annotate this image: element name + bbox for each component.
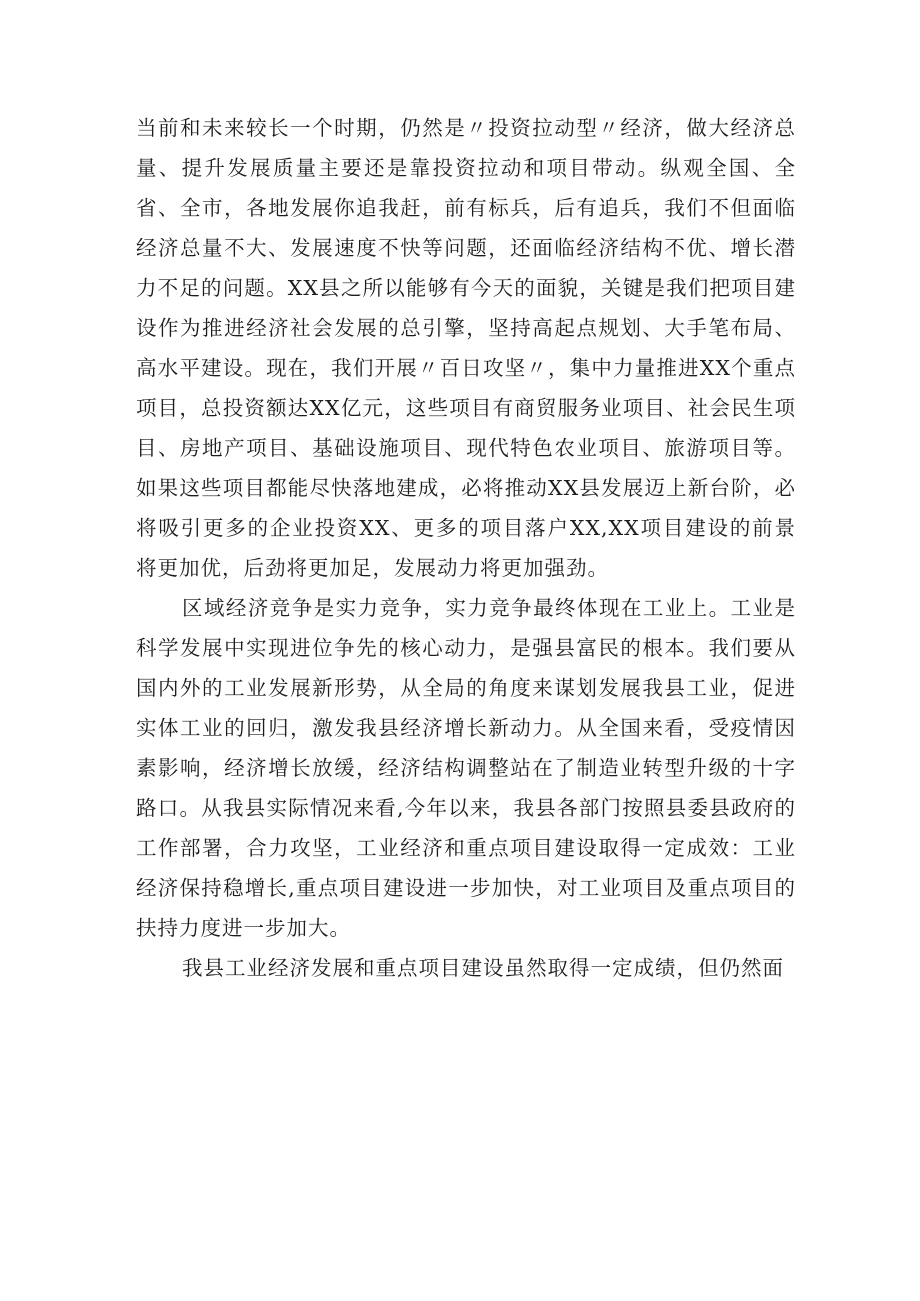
paragraph-achievements: 我县工业经济发展和重点项目建设虽然取得一定成绩，但仍然面 xyxy=(182,956,784,980)
paragraph-investment: 当前和未来较长一个时期，仍然是〃投资拉动型〃经济，做大经济总量、提升发展质量主要还是靠投资拉动和项目带动。纵观全国、全省、全市，各地发展你追我赶，前有标兵，后有追兵，我们不但面临经济总量不大、发展速度不快等问题，还面临经济结构不优、增长潜力不足的问题。XX县之所以能够有今天的面貌，关键是我们把项目建设作为推进经济社会发展的总引擎，坚持高起点规划、大手笔布局、高水平建设。现在，我们开展〃百日攻坚〃，集中力量推进XX个重点项目，总投资额达XX亿元，这些项目有商贸服务业项目、社会民生项目、房地产项目、基础设施项目、现代特色农业项目、旅游项目等。如果这些项目都能尽快落地建成，必将推动XX县发展迈上新台阶，必将吸引更多的企业投资XX、更多的项目落户XX,XX项目建设的前景将更加优，后劲将更加足，发展动力将更加强劲。 xyxy=(136,116,796,580)
paragraph-industry: 区域经济竞争是实力竞争，实力竞争最终体现在工业上。工业是科学发展中实现进位争先的核心动力，是强县富民的根本。我们要从国内外的工业发展新形势，从全局的角度来谋划发展我县工业，促进实体工业的回归，激发我县经济增长新动力。从全国来看，受疫情因素影响，经济增长放缓，经济结构调整站在了制造业转型升级的十字路口。从我县实际情况来看,今年以来，我县各部门按照县委县政府的工作部署，合力攻坚，工业经济和重点项目建设取得一定成效：工业经济保持稳增长,重点项目建设进一步加快，对工业项目及重点项目的扶持力度进一步加大。 xyxy=(136,596,796,940)
document-body xyxy=(136,108,796,988)
